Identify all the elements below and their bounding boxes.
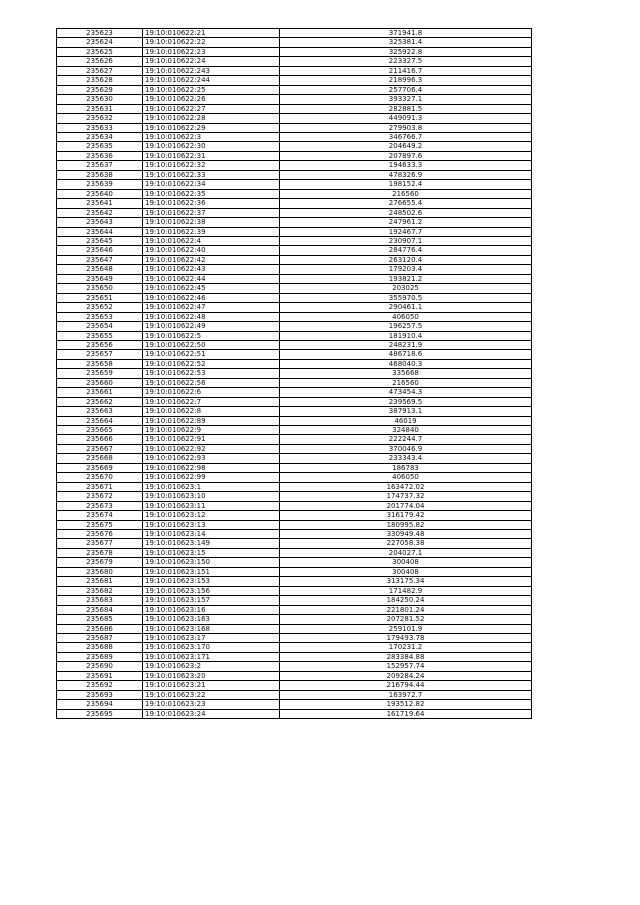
row-id-cell: 235662 [57, 397, 143, 406]
table-row [57, 388, 532, 397]
value-cell: 257706.4 [280, 85, 532, 94]
row-id-cell: 235660 [57, 378, 143, 387]
table-row [57, 104, 532, 113]
row-id-cell: 235687 [57, 634, 143, 643]
table-row [57, 577, 532, 586]
table-row [57, 57, 532, 66]
table-row [57, 208, 532, 217]
value-cell: 406050 [280, 312, 532, 321]
table-row [57, 47, 532, 56]
value-cell: 174737.32 [280, 492, 532, 501]
cadastral-number-cell: 19:10:010622:7 [143, 397, 280, 406]
table-row [57, 624, 532, 633]
table-row [57, 359, 532, 368]
row-id-cell: 235653 [57, 312, 143, 321]
value-cell: 276655.4 [280, 199, 532, 208]
row-id-cell: 235670 [57, 473, 143, 482]
cadastral-number-cell: 19:10:010622:33 [143, 170, 280, 179]
cadastral-number-cell: 19:10:010622:3 [143, 132, 280, 141]
value-cell: 192467.7 [280, 227, 532, 236]
table-row [57, 350, 532, 359]
cadastral-number-cell: 19:10:010623:170 [143, 643, 280, 652]
value-cell: 330949.48 [280, 530, 532, 539]
table-row [57, 530, 532, 539]
value-cell: 161719.64 [280, 709, 532, 718]
row-id-cell: 235680 [57, 567, 143, 576]
cadastral-number-cell: 19:10:010622:23 [143, 47, 280, 56]
cadastral-number-cell: 19:10:010622:50 [143, 340, 280, 349]
cadastral-number-cell: 19:10:010622:26 [143, 95, 280, 104]
cadastral-number-cell: 19:10:010622:25 [143, 85, 280, 94]
table-row [57, 161, 532, 170]
value-cell: 46019 [280, 416, 532, 425]
row-id-cell: 235638 [57, 170, 143, 179]
table-row [57, 634, 532, 643]
value-cell: 371941.8 [280, 29, 532, 38]
row-id-cell: 235640 [57, 189, 143, 198]
value-cell: 170231.2 [280, 643, 532, 652]
value-cell: 393327.1 [280, 95, 532, 104]
table-row [57, 255, 532, 264]
table-row [57, 142, 532, 151]
table-row [57, 492, 532, 501]
row-id-cell: 235684 [57, 605, 143, 614]
row-id-cell: 235626 [57, 57, 143, 66]
table-row [57, 340, 532, 349]
table-row [57, 454, 532, 463]
row-id-cell: 235692 [57, 681, 143, 690]
cadastral-number-cell: 19:10:010622:49 [143, 322, 280, 331]
cadastral-number-cell: 19:10:010622:29 [143, 123, 280, 132]
value-cell: 193821.2 [280, 274, 532, 283]
cadastral-number-cell: 19:10:010622:244 [143, 76, 280, 85]
value-cell: 325381.4 [280, 38, 532, 47]
row-id-cell: 235639 [57, 180, 143, 189]
table-row [57, 501, 532, 510]
value-cell: 180995.82 [280, 520, 532, 529]
table-row [57, 605, 532, 614]
row-id-cell: 235632 [57, 114, 143, 123]
table-row [57, 378, 532, 387]
table-row [57, 29, 532, 38]
value-cell: 300408 [280, 567, 532, 576]
cadastral-number-cell: 19:10:010623:1 [143, 482, 280, 491]
cadastral-number-cell: 19:10:010623:21 [143, 681, 280, 690]
table-row [57, 85, 532, 94]
cadastral-number-cell: 19:10:010622:48 [143, 312, 280, 321]
value-cell: 186783 [280, 463, 532, 472]
value-cell: 184250.24 [280, 596, 532, 605]
value-cell: 221801.24 [280, 605, 532, 614]
table-row [57, 662, 532, 671]
row-id-cell: 235681 [57, 577, 143, 586]
value-cell: 284776.4 [280, 246, 532, 255]
cadastral-number-cell: 19:10:010622:37 [143, 208, 280, 217]
cadastral-number-cell: 19:10:010623:15 [143, 548, 280, 557]
data-table [56, 28, 532, 719]
cadastral-number-cell: 19:10:010622:38 [143, 218, 280, 227]
cadastral-number-cell: 19:10:010622:28 [143, 114, 280, 123]
value-cell: 171482.9 [280, 586, 532, 595]
cadastral-number-cell: 19:10:010622:91 [143, 435, 280, 444]
value-cell: 248231.9 [280, 340, 532, 349]
value-cell: 406050 [280, 473, 532, 482]
cadastral-number-cell: 19:10:010622:5 [143, 331, 280, 340]
table-row [57, 180, 532, 189]
cadastral-number-cell: 19:10:010623:150 [143, 558, 280, 567]
cadastral-number-cell: 19:10:010622:35 [143, 189, 280, 198]
table-row [57, 123, 532, 132]
table-row [57, 246, 532, 255]
value-cell: 194633.3 [280, 161, 532, 170]
cadastral-number-cell: 19:10:010622:98 [143, 463, 280, 472]
value-cell: 201774.04 [280, 501, 532, 510]
cadastral-number-cell: 19:10:010622:46 [143, 293, 280, 302]
value-cell: 335668 [280, 369, 532, 378]
value-cell: 230907.1 [280, 236, 532, 245]
value-cell: 196257.5 [280, 322, 532, 331]
value-cell: 283384.88 [280, 652, 532, 661]
table-row [57, 426, 532, 435]
row-id-cell: 235630 [57, 95, 143, 104]
cadastral-number-cell: 19:10:010623:2 [143, 662, 280, 671]
value-cell: 193512.82 [280, 700, 532, 709]
value-cell: 486718.6 [280, 350, 532, 359]
value-cell: 313175.34 [280, 577, 532, 586]
table-row [57, 132, 532, 141]
cadastral-number-cell: 19:10:010623:13 [143, 520, 280, 529]
value-cell: 163472.02 [280, 482, 532, 491]
table-row [57, 567, 532, 576]
value-cell: 181910.4 [280, 331, 532, 340]
table-row [57, 265, 532, 274]
cadastral-number-cell: 19:10:010623:171 [143, 652, 280, 661]
row-id-cell: 235668 [57, 454, 143, 463]
cadastral-number-cell: 19:10:010622:44 [143, 274, 280, 283]
row-id-cell: 235669 [57, 463, 143, 472]
row-id-cell: 235683 [57, 596, 143, 605]
value-cell: 223327.5 [280, 57, 532, 66]
row-id-cell: 235628 [57, 76, 143, 85]
value-cell: 316179.42 [280, 511, 532, 520]
row-id-cell: 235665 [57, 426, 143, 435]
table-row [57, 615, 532, 624]
row-id-cell: 235682 [57, 586, 143, 595]
value-cell: 233343.4 [280, 454, 532, 463]
row-id-cell: 235647 [57, 255, 143, 264]
table-row [57, 114, 532, 123]
value-cell: 325922.8 [280, 47, 532, 56]
value-cell: 204027.1 [280, 548, 532, 557]
row-id-cell: 235645 [57, 236, 143, 245]
table-row [57, 709, 532, 718]
cadastral-number-cell: 19:10:010623:23 [143, 700, 280, 709]
row-id-cell: 235637 [57, 161, 143, 170]
cadastral-number-cell: 19:10:010623:14 [143, 530, 280, 539]
cadastral-number-cell: 19:10:010622:4 [143, 236, 280, 245]
table-row [57, 170, 532, 179]
cadastral-number-cell: 19:10:010622:24 [143, 57, 280, 66]
table-row [57, 407, 532, 416]
cadastral-number-cell: 19:10:010623:11 [143, 501, 280, 510]
value-cell: 247961.2 [280, 218, 532, 227]
row-id-cell: 235646 [57, 246, 143, 255]
row-id-cell: 235631 [57, 104, 143, 113]
value-cell: 478326.9 [280, 170, 532, 179]
cadastral-number-cell: 19:10:010623:20 [143, 671, 280, 680]
table-row [57, 284, 532, 293]
value-cell: 209284.24 [280, 671, 532, 680]
table-row [57, 322, 532, 331]
cadastral-number-cell: 19:10:010622:27 [143, 104, 280, 113]
cadastral-number-cell: 19:10:010623:151 [143, 567, 280, 576]
table-row [57, 548, 532, 557]
table-row [57, 690, 532, 699]
cadastral-number-cell: 19:10:010622:99 [143, 473, 280, 482]
cadastral-number-cell: 19:10:010622:93 [143, 454, 280, 463]
value-cell: 179493.78 [280, 634, 532, 643]
cadastral-number-cell: 19:10:010623:16 [143, 605, 280, 614]
row-id-cell: 235676 [57, 530, 143, 539]
table-row [57, 435, 532, 444]
value-cell: 203025 [280, 284, 532, 293]
value-cell: 290461.1 [280, 303, 532, 312]
row-id-cell: 235691 [57, 671, 143, 680]
row-id-cell: 235659 [57, 369, 143, 378]
value-cell: 324840 [280, 426, 532, 435]
cadastral-number-cell: 19:10:010623:17 [143, 634, 280, 643]
row-id-cell: 235690 [57, 662, 143, 671]
value-cell: 216560 [280, 189, 532, 198]
row-id-cell: 235661 [57, 388, 143, 397]
row-id-cell: 235649 [57, 274, 143, 283]
row-id-cell: 235694 [57, 700, 143, 709]
row-id-cell: 235667 [57, 444, 143, 453]
value-cell: 198152.4 [280, 180, 532, 189]
cadastral-number-cell: 19:10:010622:34 [143, 180, 280, 189]
table-row [57, 558, 532, 567]
row-id-cell: 235657 [57, 350, 143, 359]
value-cell: 207281.52 [280, 615, 532, 624]
row-id-cell: 235636 [57, 151, 143, 160]
table-row [57, 218, 532, 227]
row-id-cell: 235652 [57, 303, 143, 312]
cadastral-number-cell: 19:10:010622:39 [143, 227, 280, 236]
cadastral-number-cell: 19:10:010622:31 [143, 151, 280, 160]
row-id-cell: 235650 [57, 284, 143, 293]
table-row [57, 66, 532, 75]
row-id-cell: 235695 [57, 709, 143, 718]
row-id-cell: 235674 [57, 511, 143, 520]
value-cell: 204649.2 [280, 142, 532, 151]
cadastral-number-cell: 19:10:010623:156 [143, 586, 280, 595]
cadastral-number-cell: 19:10:010623:157 [143, 596, 280, 605]
cadastral-number-cell: 19:10:010623:22 [143, 690, 280, 699]
cadastral-number-cell: 19:10:010622:6 [143, 388, 280, 397]
cadastral-number-cell: 19:10:010623:12 [143, 511, 280, 520]
value-cell: 218996.3 [280, 76, 532, 85]
row-id-cell: 235678 [57, 548, 143, 557]
row-id-cell: 235634 [57, 132, 143, 141]
cadastral-number-cell: 19:10:010622:53 [143, 369, 280, 378]
table-body [57, 29, 532, 719]
cadastral-number-cell: 19:10:010623:149 [143, 539, 280, 548]
table-row [57, 511, 532, 520]
table-row [57, 303, 532, 312]
cadastral-number-cell: 19:10:010622:9 [143, 426, 280, 435]
value-cell: 468040.3 [280, 359, 532, 368]
row-id-cell: 235623 [57, 29, 143, 38]
value-cell: 152957.74 [280, 662, 532, 671]
cadastral-number-cell: 19:10:010622:22 [143, 38, 280, 47]
table-row [57, 444, 532, 453]
row-id-cell: 235688 [57, 643, 143, 652]
cadastral-number-cell: 19:10:010623:153 [143, 577, 280, 586]
cadastral-number-cell: 19:10:010623:168 [143, 624, 280, 633]
row-id-cell: 235693 [57, 690, 143, 699]
table-row [57, 539, 532, 548]
cadastral-number-cell: 19:10:010622:52 [143, 359, 280, 368]
cadastral-number-cell: 19:10:010622:243 [143, 66, 280, 75]
value-cell: 227058.38 [280, 539, 532, 548]
row-id-cell: 235627 [57, 66, 143, 75]
table-row [57, 227, 532, 236]
value-cell: 346766.7 [280, 132, 532, 141]
row-id-cell: 235663 [57, 407, 143, 416]
cadastral-number-cell: 19:10:010622:36 [143, 199, 280, 208]
value-cell: 263120.4 [280, 255, 532, 264]
row-id-cell: 235671 [57, 482, 143, 491]
table-row [57, 293, 532, 302]
row-id-cell: 235644 [57, 227, 143, 236]
cadastral-number-cell: 19:10:010622:47 [143, 303, 280, 312]
cadastral-number-cell: 19:10:010622:8 [143, 407, 280, 416]
table-row [57, 151, 532, 160]
table-row [57, 369, 532, 378]
table-row [57, 671, 532, 680]
table-row [57, 189, 532, 198]
table-row [57, 312, 532, 321]
row-id-cell: 235655 [57, 331, 143, 340]
row-id-cell: 235629 [57, 85, 143, 94]
row-id-cell: 235633 [57, 123, 143, 132]
row-id-cell: 235625 [57, 47, 143, 56]
row-id-cell: 235643 [57, 218, 143, 227]
row-id-cell: 235675 [57, 520, 143, 529]
row-id-cell: 235685 [57, 615, 143, 624]
cadastral-number-cell: 19:10:010622:45 [143, 284, 280, 293]
table-row [57, 681, 532, 690]
row-id-cell: 235654 [57, 322, 143, 331]
value-cell: 179203.4 [280, 265, 532, 274]
value-cell: 239569.5 [280, 397, 532, 406]
row-id-cell: 235673 [57, 501, 143, 510]
value-cell: 259101.9 [280, 624, 532, 633]
cadastral-number-cell: 19:10:010623:10 [143, 492, 280, 501]
row-id-cell: 235666 [57, 435, 143, 444]
cadastral-number-cell: 19:10:010622:43 [143, 265, 280, 274]
row-id-cell: 235664 [57, 416, 143, 425]
table-row [57, 482, 532, 491]
value-cell: 216794.44 [280, 681, 532, 690]
table-row [57, 416, 532, 425]
value-cell: 248502.6 [280, 208, 532, 217]
table-row [57, 586, 532, 595]
cadastral-number-cell: 19:10:010622:42 [143, 255, 280, 264]
value-cell: 355970.5 [280, 293, 532, 302]
value-cell: 282881.5 [280, 104, 532, 113]
value-cell: 387913.1 [280, 407, 532, 416]
table-row [57, 596, 532, 605]
row-id-cell: 235656 [57, 340, 143, 349]
row-id-cell: 235624 [57, 38, 143, 47]
row-id-cell: 235679 [57, 558, 143, 567]
row-id-cell: 235641 [57, 199, 143, 208]
row-id-cell: 235648 [57, 265, 143, 274]
cadastral-number-cell: 19:10:010622:56 [143, 378, 280, 387]
value-cell: 163972.7 [280, 690, 532, 699]
value-cell: 473454.3 [280, 388, 532, 397]
row-id-cell: 235635 [57, 142, 143, 151]
table-row [57, 643, 532, 652]
table-row [57, 700, 532, 709]
table-row [57, 652, 532, 661]
table-row [57, 463, 532, 472]
row-id-cell: 235642 [57, 208, 143, 217]
cadastral-number-cell: 19:10:010622:30 [143, 142, 280, 151]
table-row [57, 199, 532, 208]
value-cell: 279903.8 [280, 123, 532, 132]
table-row [57, 76, 532, 85]
row-id-cell: 235672 [57, 492, 143, 501]
value-cell: 300408 [280, 558, 532, 567]
cadastral-number-cell: 19:10:010623:24 [143, 709, 280, 718]
table-row [57, 331, 532, 340]
value-cell: 211416.7 [280, 66, 532, 75]
table-row [57, 95, 532, 104]
value-cell: 370046.9 [280, 444, 532, 453]
table-row [57, 397, 532, 406]
cadastral-number-cell: 19:10:010622:92 [143, 444, 280, 453]
cadastral-number-cell: 19:10:010622:40 [143, 246, 280, 255]
cadastral-number-cell: 19:10:010622:51 [143, 350, 280, 359]
value-cell: 216560 [280, 378, 532, 387]
row-id-cell: 235651 [57, 293, 143, 302]
cadastral-number-cell: 19:10:010622:21 [143, 29, 280, 38]
row-id-cell: 235686 [57, 624, 143, 633]
table-row [57, 473, 532, 482]
row-id-cell: 235658 [57, 359, 143, 368]
value-cell: 207897.6 [280, 151, 532, 160]
table-row [57, 236, 532, 245]
value-cell: 449091.3 [280, 114, 532, 123]
table-row [57, 520, 532, 529]
table-row [57, 38, 532, 47]
cadastral-number-cell: 19:10:010623:163 [143, 615, 280, 624]
row-id-cell: 235677 [57, 539, 143, 548]
cadastral-number-cell: 19:10:010622:32 [143, 161, 280, 170]
value-cell: 222244.7 [280, 435, 532, 444]
cadastral-number-cell: 19:10:010622:89 [143, 416, 280, 425]
table-row [57, 274, 532, 283]
row-id-cell: 235689 [57, 652, 143, 661]
